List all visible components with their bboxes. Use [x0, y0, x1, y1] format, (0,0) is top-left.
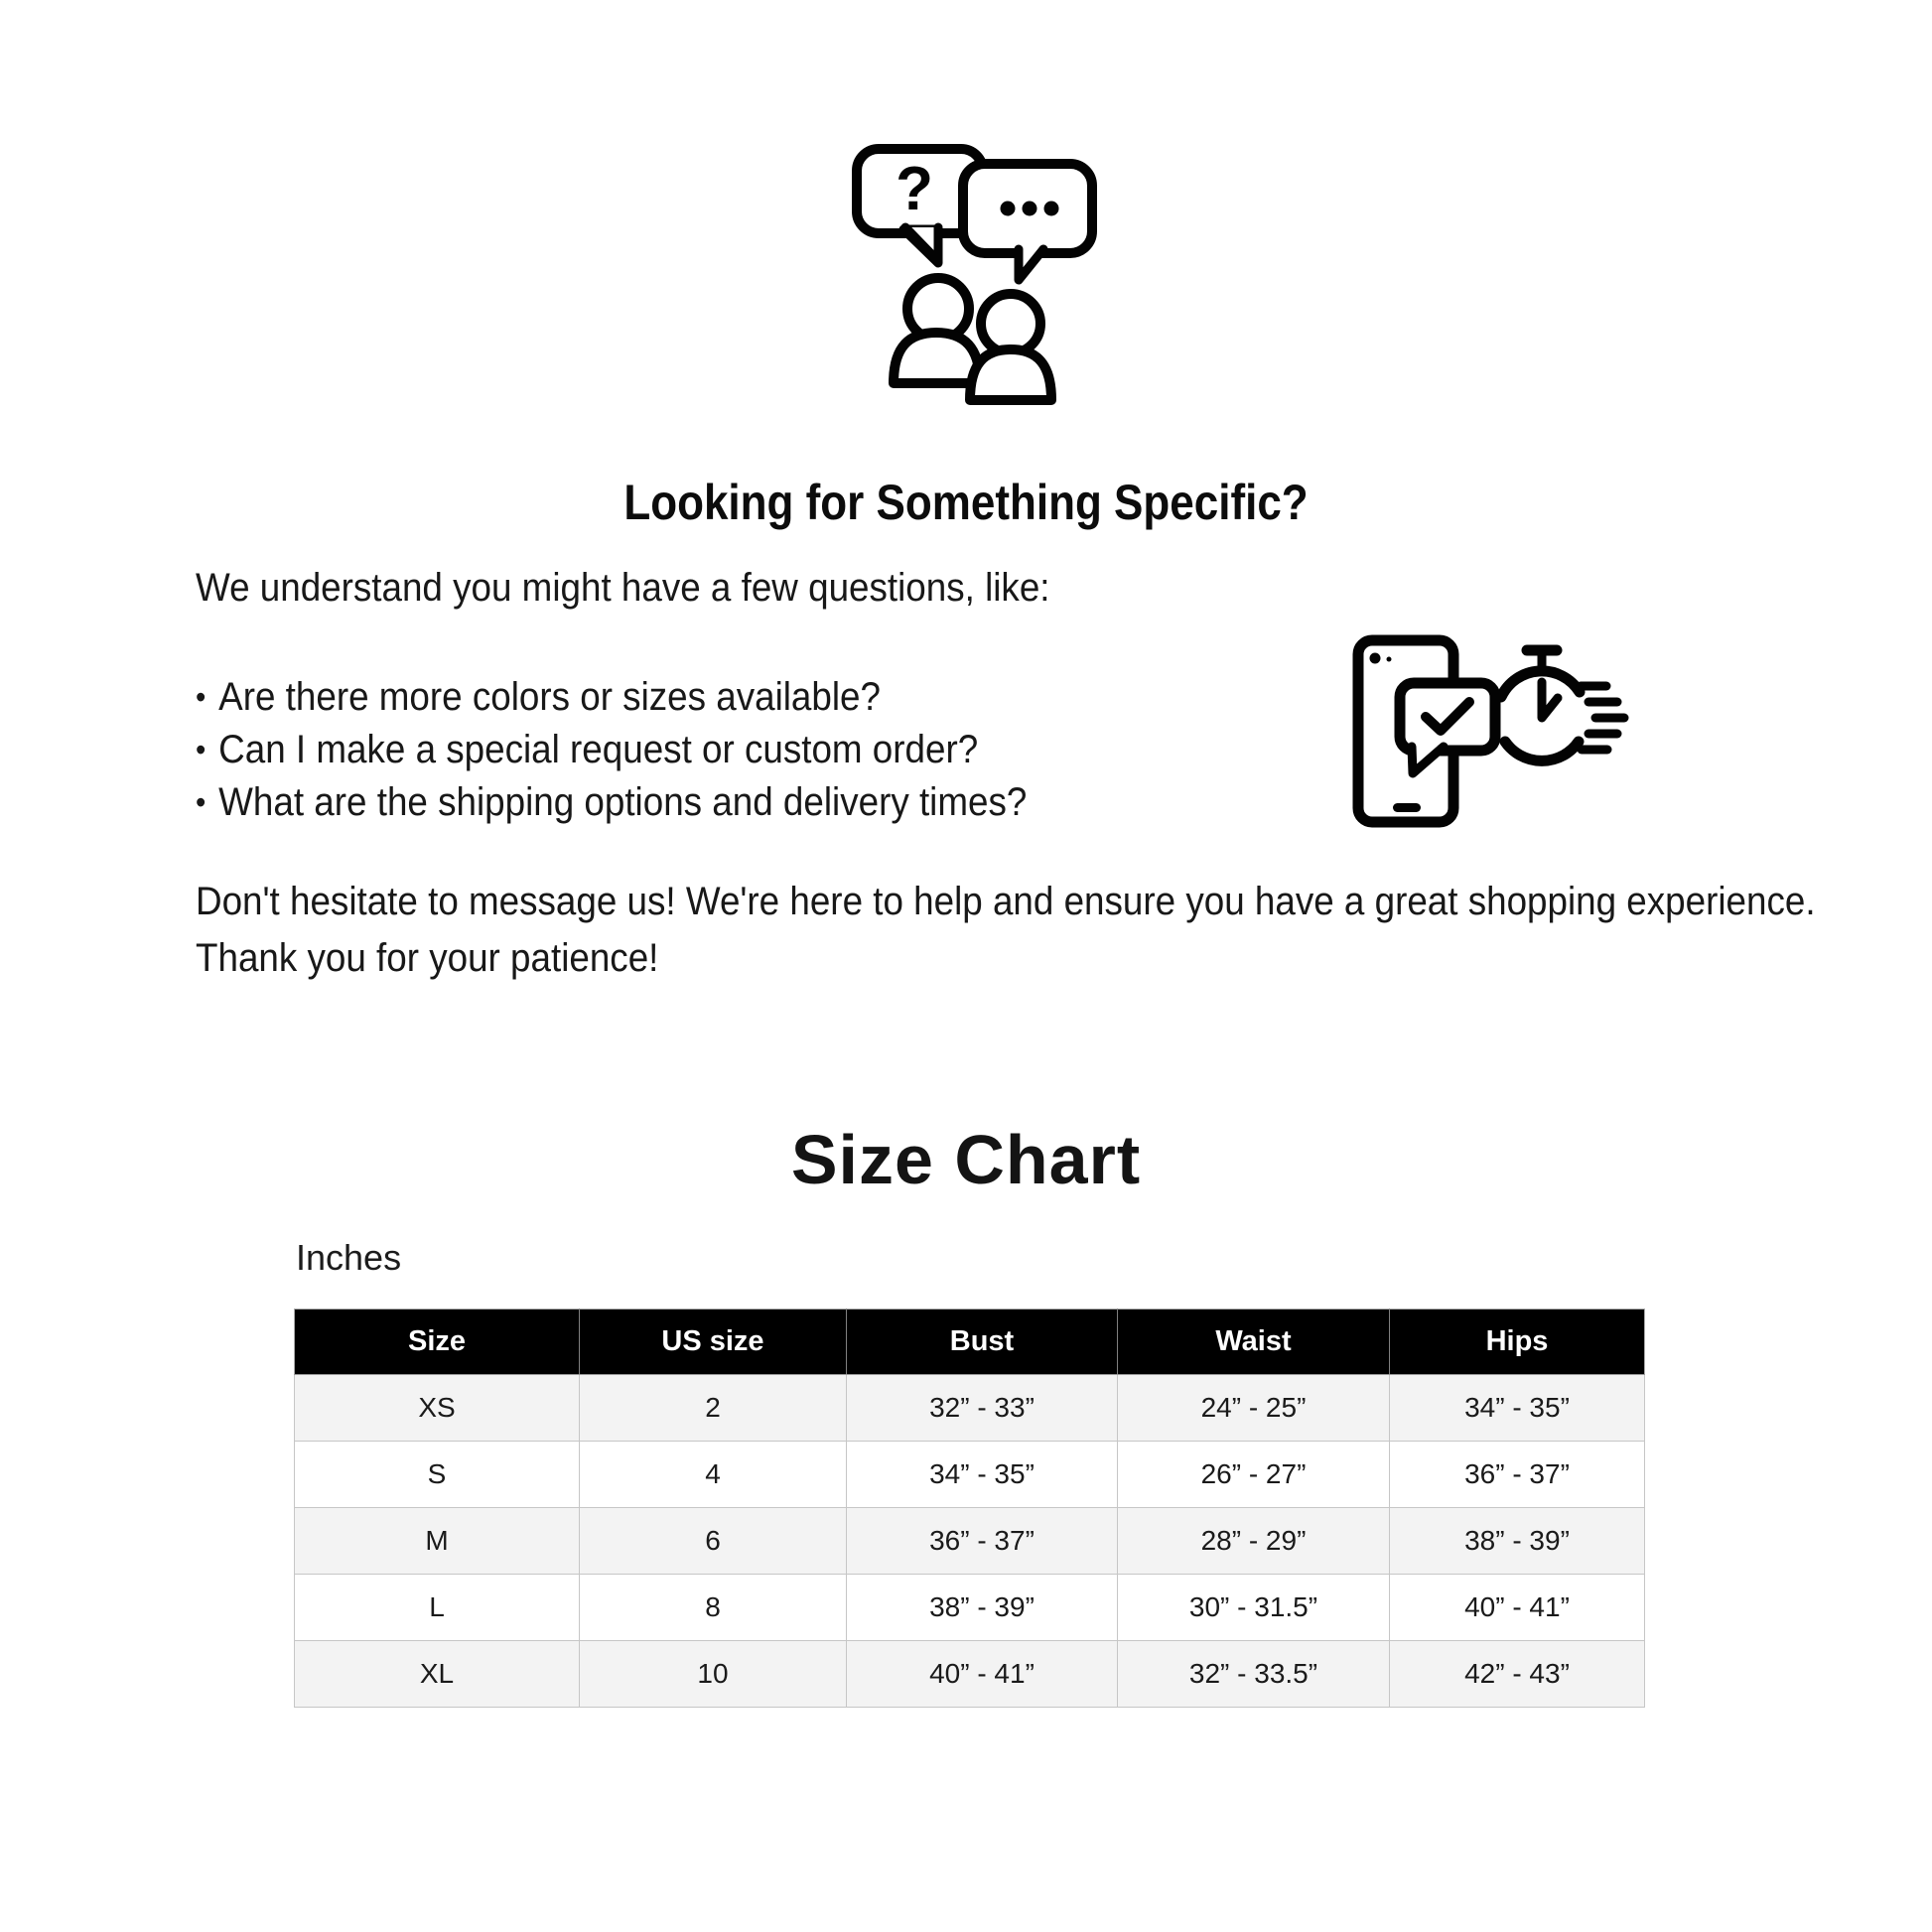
- table-row-l: [295, 1575, 1645, 1641]
- table-cell: 40” - 41”: [1390, 1575, 1645, 1641]
- table-cell: 34” - 35”: [847, 1442, 1118, 1508]
- bullet-text: Are there more colors or sizes available?: [218, 675, 881, 719]
- table-cell: XL: [295, 1641, 580, 1708]
- table-cell: 6: [580, 1508, 847, 1575]
- table-cell: 8: [580, 1575, 847, 1641]
- table-cell: 2: [580, 1375, 847, 1442]
- table-cell: 10: [580, 1641, 847, 1708]
- bullet-text: What are the shipping options and delivery times?: [218, 780, 1028, 824]
- column-header-hips: Hips: [1390, 1310, 1645, 1375]
- table-cell: 4: [580, 1442, 847, 1508]
- size-chart-table-wrap: [294, 1309, 1644, 1708]
- column-header-bust: Bust: [847, 1310, 1118, 1375]
- table-cell: 40” - 41”: [847, 1641, 1118, 1708]
- table-cell: 36” - 37”: [1390, 1442, 1645, 1508]
- bullet-item: [196, 776, 1027, 829]
- table-cell: 34” - 35”: [1390, 1375, 1645, 1442]
- table-row-m: [295, 1508, 1645, 1575]
- bullet-dot: •: [196, 732, 207, 767]
- units-label: Inches: [296, 1237, 402, 1278]
- table-cell: XS: [295, 1375, 580, 1442]
- table-cell: M: [295, 1508, 580, 1575]
- bullet-item: [196, 671, 1027, 724]
- table-row-xs: [295, 1375, 1645, 1442]
- table-cell: 42” - 43”: [1390, 1641, 1645, 1708]
- table-row-xl: [295, 1641, 1645, 1708]
- table-cell: 36” - 37”: [847, 1508, 1118, 1575]
- table-cell: 38” - 39”: [1390, 1508, 1645, 1575]
- column-header-size: Size: [295, 1310, 580, 1375]
- closing-text: Don't hesitate to message us! We're here to help and ensure you have a great shopping experience. Thank you for your patience!: [196, 880, 1816, 980]
- page-heading: Looking for Something Specific?: [623, 475, 1309, 530]
- bullet-dot: •: [196, 784, 207, 820]
- table-cell: S: [295, 1442, 580, 1508]
- table-cell: 38” - 39”: [847, 1575, 1118, 1641]
- bullet-item: [196, 724, 1027, 776]
- person-silhouette-left: [894, 278, 980, 383]
- table-cell: 32” - 33”: [847, 1375, 1118, 1442]
- bullet-text: Can I make a special request or custom order?: [218, 728, 979, 771]
- table-row-s: [295, 1442, 1645, 1508]
- size-chart-title: Size Chart: [790, 1121, 1142, 1198]
- bullet-dot: •: [196, 679, 207, 715]
- table-cell: 30” - 31.5”: [1118, 1575, 1390, 1641]
- phone-quick-reply-stopwatch-icon: [1350, 628, 1648, 832]
- stopwatch: [1501, 650, 1624, 760]
- check-message-bubble: [1400, 683, 1495, 775]
- column-header-us-size: US size: [580, 1310, 847, 1375]
- table-cell: 24” - 25”: [1118, 1375, 1390, 1442]
- person-silhouette-right: [970, 294, 1051, 400]
- intro-lead: We understand you might have a few questions, like:: [196, 566, 1050, 610]
- question-mark-glyph: ?: [896, 155, 933, 223]
- table-cell: L: [295, 1575, 580, 1641]
- table-cell: 32” - 33.5”: [1118, 1641, 1390, 1708]
- size-chart-table: [294, 1309, 1645, 1708]
- chat-question-people-icon: [849, 144, 1097, 412]
- column-header-waist: Waist: [1118, 1310, 1390, 1375]
- table-cell: 28” - 29”: [1118, 1508, 1390, 1575]
- reply-speech-bubble: [963, 164, 1092, 283]
- question-bullet-list: [196, 671, 1027, 829]
- table-header-row: [295, 1310, 1645, 1375]
- table-cell: 26” - 27”: [1118, 1442, 1390, 1508]
